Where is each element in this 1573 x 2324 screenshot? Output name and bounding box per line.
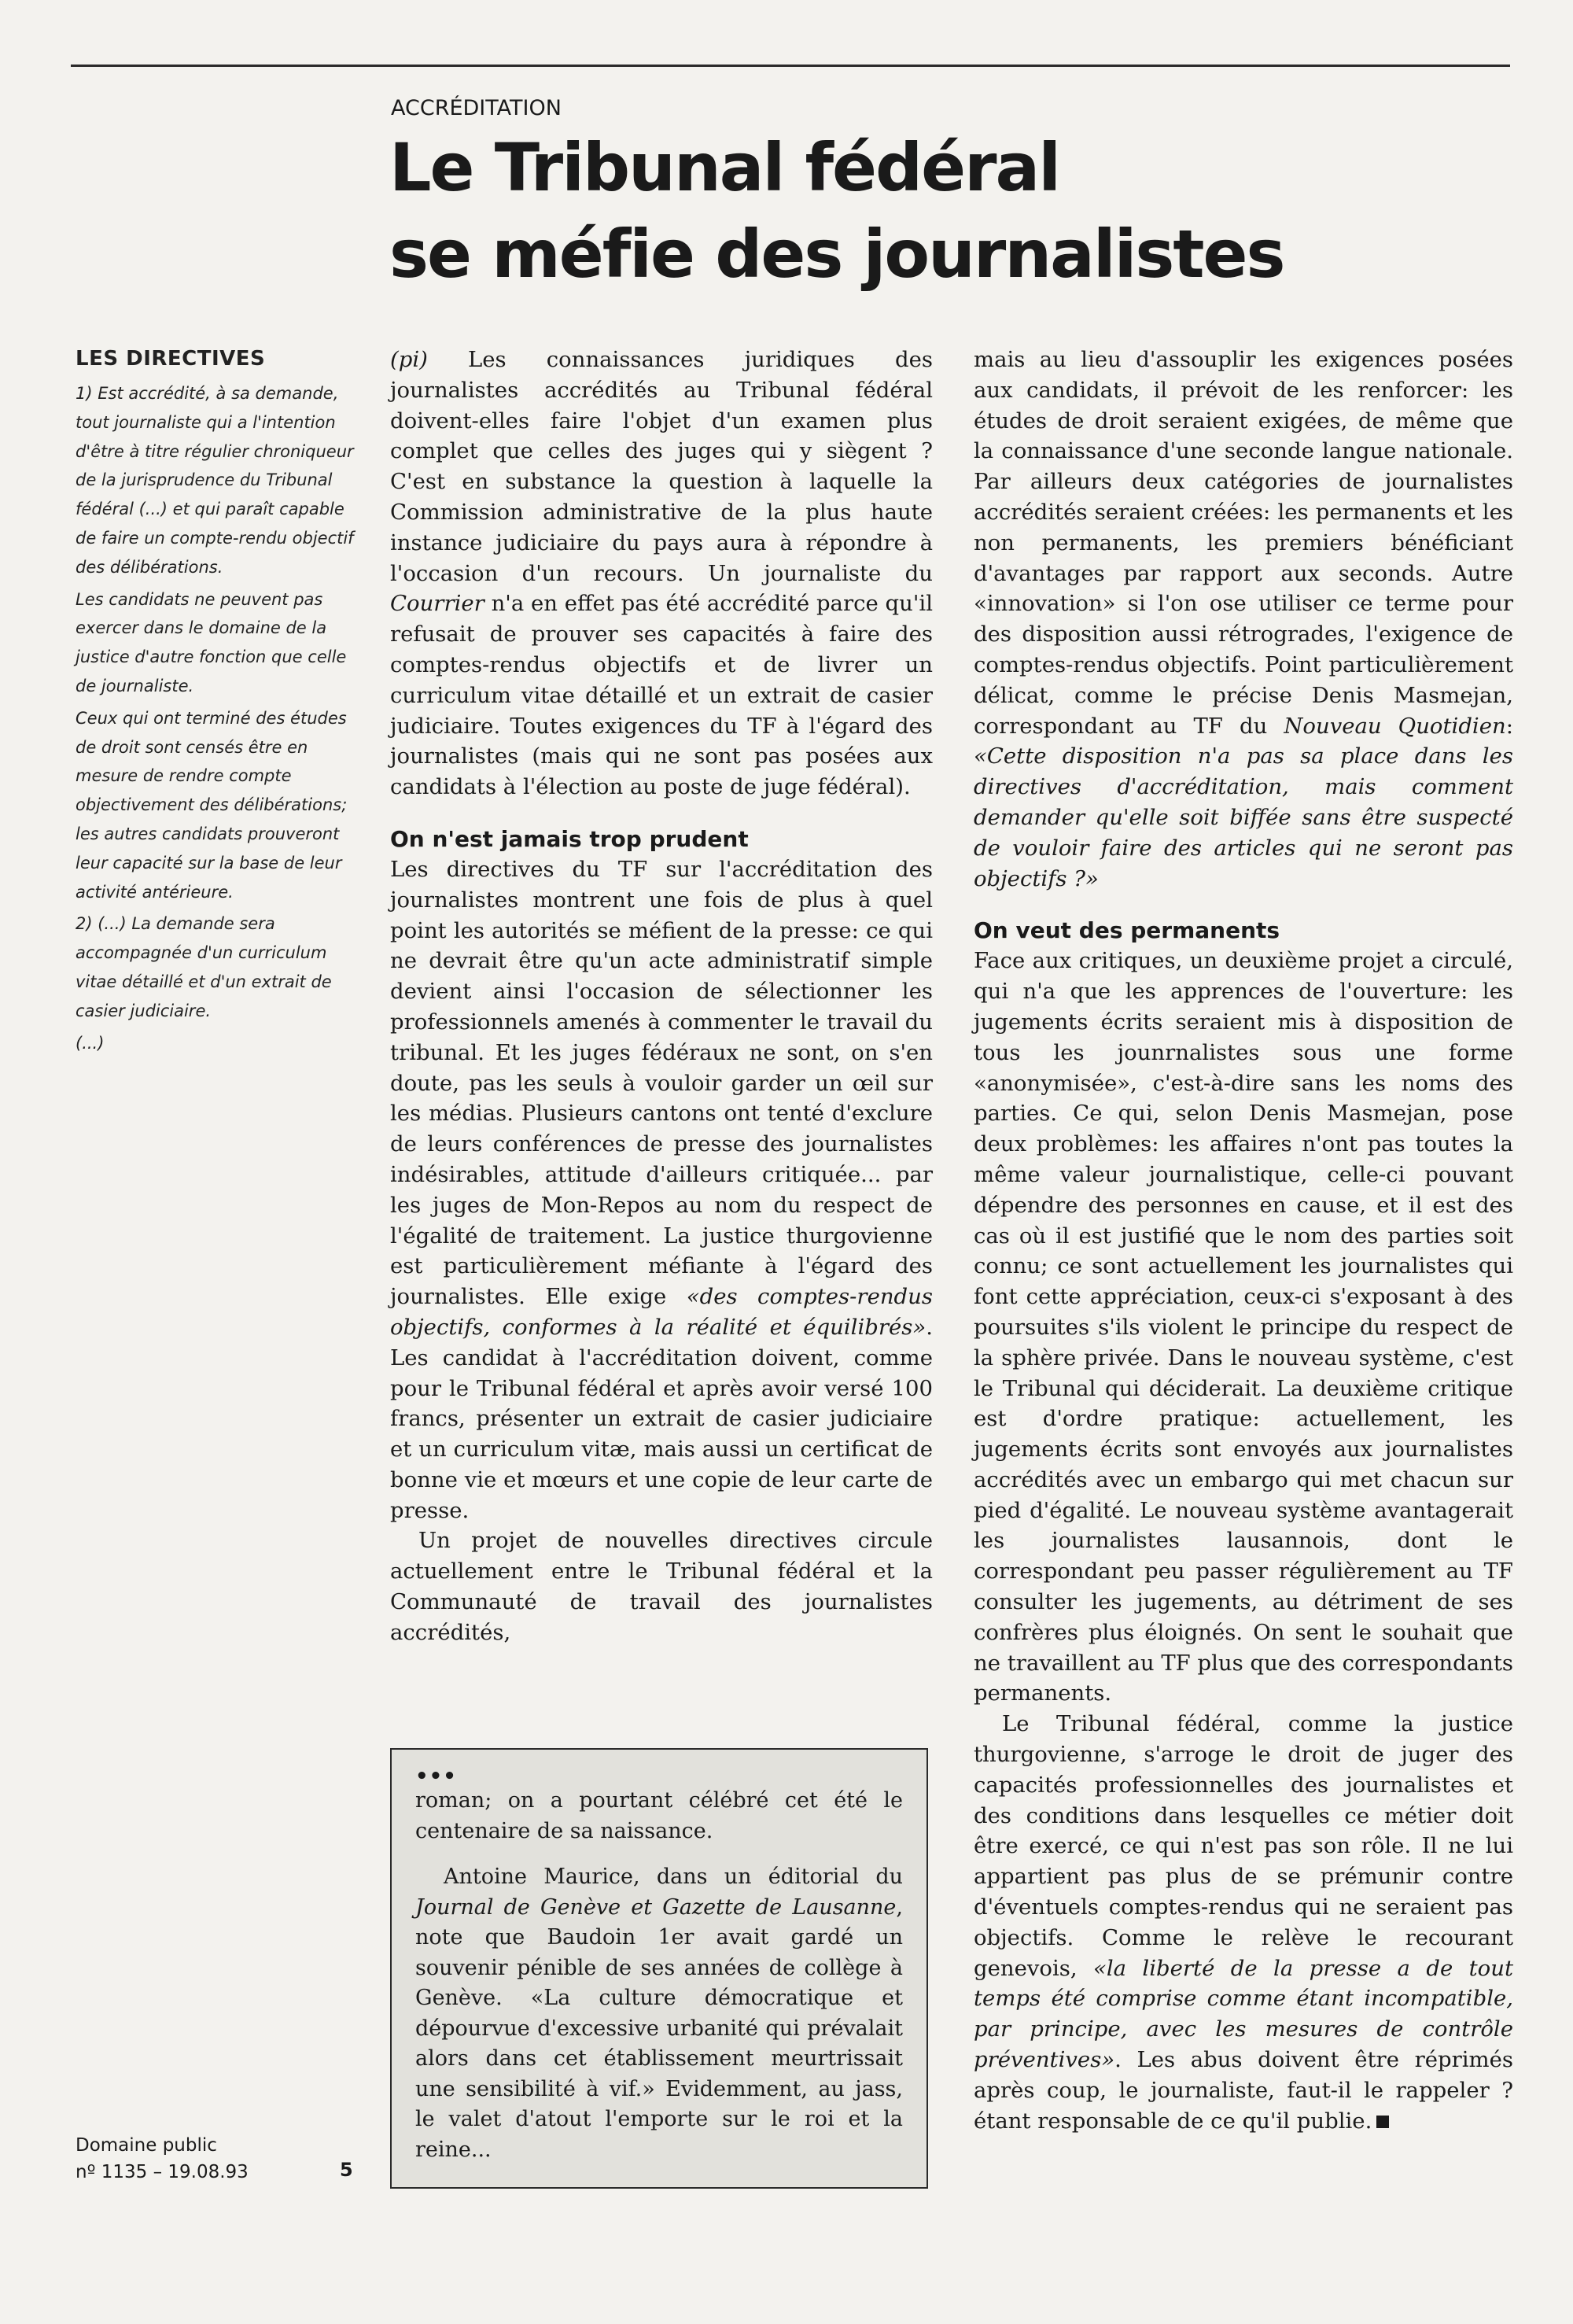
sidebar-paragraph: 2) (...) La demande sera accompagnée d'un curriculum vitae détaillé et d'un extrait de casier judiciaire.	[76, 914, 332, 1020]
end-of-article-mark	[1376, 2116, 1389, 2128]
continued-inset-box	[390, 1748, 928, 2189]
text-run: n'a en effet pas été accrédité parce qu'il refusait de prouver ses capacités à faire des comptes-rendus objectifs et de livrer un curriculum vitae détaillé et un extrait de casier judiciaire. Toutes exigences du TF à l'égard des journalistes (mais qui ne sont pas posées aux candidats à l'élection au poste de juge fédéral).	[390, 591, 933, 800]
subheading: On veut des permanents	[974, 917, 1280, 944]
text-run: . Les candidat à l'accréditation doivent, comme pour le Tribunal fédéral et après avoir versé 100 francs, présenter un extrait de casier judiciaire et un curriculum vitæ, mais aussi un certificat de bonne vie et mœurs et une copie de leur carte de presse.	[390, 1314, 933, 1523]
publication-name: Courrier	[390, 591, 484, 617]
article-paragraph	[390, 345, 933, 802]
quotation: «des comptes-rendus objectifs, conformes à la réalité et équilibrés»	[390, 1284, 933, 1340]
article-paragraph: Face aux critiques, un deuxième projet a circulé, qui n'a que les apprences de l'ouverture: les jugements écrits seraient mis à disposition de tous les jounrnalistes sous une forme «anonymisée», c'est-à-dire sans les noms des parties. Ce qui, selon Denis Masmejan, pose deux problèmes: les affaires n'ont pas toutes la même valeur journalistique, celle-ci pouvant dépendre des personnes en cause, et il est des cas où il est justifié que le nom des parties soit connu; ce sont actuellement les journalistes qui font cette appréciation, ceux-ci s'exposant à des poursuites s'ils violent le principe du respect de la sphère privée. Dans le nouveau système, c'est le Tribunal qui déciderait. La deuxième critique est d'ordre pratique: actuellement, les jugements écrits sont envoyés aux journalistes accrédités avec un embargo qui met chacun sur pied d'égalité. Le nouveau système avantagerait les journalistes lausannois, dont le correspondant peu passer régulièrement au TF consulter les jugements, au détriment de ses confrères plus éloignés. On sent le souhait que ne travaillent au TF plus que des correspondants permanents.	[974, 948, 1513, 1706]
text-run: Le Tribunal fédéral, comme la justice thurgovienne, s'arroge le droit de juger des capacités professionnelles des journalistes et des conditions dans lesquelles ce métier doit être exercé, ce qui n'est pas son rôle. Il ne lui appartient pas plus de se prémunir contre d'éventuels comptes-rendus qui ne seraient pas objectifs. Comme le relève le recourant genevois,	[974, 1711, 1513, 1981]
publication-name: Domaine public	[76, 2135, 217, 2156]
section-kicker: ACCRÉDITATION	[391, 96, 562, 120]
inset-paragraph	[415, 1862, 903, 2165]
article-column-1	[390, 345, 933, 1648]
sidebar-paragraph: 1) Est accrédité, à sa demande, tout journaliste qui a l'intention d'être à titre régulier chroniqueur de la jurisprudence du Tribunal fédéral (...) et qui paraît capable de faire un compte-rendu objectif des délibérations.	[76, 384, 354, 577]
inset-body	[392, 1750, 926, 2165]
quotation: «la liberté de la presse a de tout temps été comprise comme étant incompatible, par principe, avec les mesures de contrôle préventives»	[974, 1955, 1513, 2073]
text-run: Les connaissances juridiques des journalistes accrédités au Tribunal fédéral doivent-elles faire l'objet d'un examen plus complet que celles des juges qui y siègent ? C'est en substance la question à laquelle la Commission administrative de la plus haute instance judiciaire du pays aura à répondre à l'occasion d'un recours. Un journaliste du	[390, 347, 933, 586]
sidebar-directives	[76, 345, 363, 1061]
article-paragraph	[974, 1709, 1513, 2136]
inset-paragraph: roman; on a pourtant célébré cet été le centenaire de sa naissance.	[415, 1788, 903, 1843]
continuation-dots: •••	[415, 1765, 457, 1788]
text-run: Antoine Maurice, dans un éditorial du	[444, 1865, 903, 1889]
page-number: 5	[340, 2159, 353, 2181]
article-column-2	[974, 345, 1513, 2136]
sidebar-paragraph: (...)	[76, 1033, 105, 1053]
quotation: «Cette disposition n'a pas sa place dans les directives d'accréditation, mais comment demander qu'elle soit biffée sans être suspecté de vouloir faire des articles qui ne seront pas objectifs ?»	[974, 743, 1513, 891]
author-signature: (pi)	[390, 347, 428, 372]
sidebar-paragraph: Les candidats ne peuvent pas exercer dans le domaine de la justice d'autre fonction que celle de journaliste.	[76, 589, 347, 695]
text-run: mais au lieu d'assouplir les exigences posées aux candidats, il prévoit de les renforcer: les études de droit seraient exigées, de même que la connaissance d'une seconde langue nationale. Par ailleurs deux catégories de journalistes accrédités seraient créées: les permanents et les non permanents, les premiers bénéficiant d'avantages par rapport aux seconds. Autre «innovation» si l'on ose utiliser ce terme pour des disposition aussi rétrogrades, l'exigence de comptes-rendus objectifs. Point particulièrement délicat, comme le précise Denis Masmejan, correspondant au TF du	[974, 347, 1513, 739]
publication-name: Nouveau Quotidien	[1284, 713, 1506, 739]
headline-line-1: Le Tribunal fédéral	[389, 129, 1059, 206]
text-run: , note que Baudoin 1er avait gardé un souvenir pénible de ses années de collège à Genève. «La culture démocratique et dépourvue d'excessive urbanité qui prévalait alors dans cet établissement meurtrissait une sensibilité à vif.» Evidemment, au jass, le valet d'atout l'emporte sur le roi et la reine...	[415, 1894, 903, 2162]
sidebar-heading: LES DIRECTIVES	[76, 347, 266, 371]
article-headline	[389, 124, 1284, 297]
headline-line-2: se méfie des journalistes	[389, 216, 1284, 293]
subheading: On n'est jamais trop prudent	[390, 825, 749, 852]
article-paragraph	[390, 854, 933, 1526]
top-rule	[71, 65, 1510, 67]
text-run: Les directives du TF sur l'accréditation des journalistes montrent une fois de plus à quel point les autorités se méfient de la presse: ce qui ne devrait être qu'un acte administratif simple devient ainsi l'occasion de sélectionner les professionnels amenés à commenter le travail du tribunal. Et les juges fédéraux ne sont, on s'en doute, pas les seuls à vouloir garder un œil sur les médias. Plusieurs cantons ont tenté d'exclure de leurs conférences de presse des journalistes indésirables, attitude d'ailleurs critiquée... par les juges de Mon-Repos au nom du respect de l'égalité de traitement. La justice thurgovienne est particulièrement méfiante à l'égard des journalistes. Elle exige	[390, 856, 933, 1310]
text-run: . Les abus doivent être réprimés après coup, le journaliste, faut-il le rappeler ? étant responsable de ce qu'il publie.	[974, 2047, 1513, 2134]
sidebar-paragraph: Ceux qui ont terminé des études de droit sont censés être en mesure de rendre compte objectivement des délibérations; les autres candidats prouveront leur capacité sur la base de leur activité antérieure.	[76, 708, 348, 902]
article-paragraph: Un projet de nouvelles directives circule actuellement entre le Tribunal fédéral et la Communauté de travail des journalistes accrédités,	[390, 1528, 933, 1645]
text-run: :	[1505, 713, 1513, 739]
article-paragraph	[974, 345, 1513, 894]
publication-name: Journal de Genève et Gazette de Lausanne	[415, 1894, 897, 1920]
issue-info: nº 1135 – 19.08.93	[76, 2162, 249, 2182]
